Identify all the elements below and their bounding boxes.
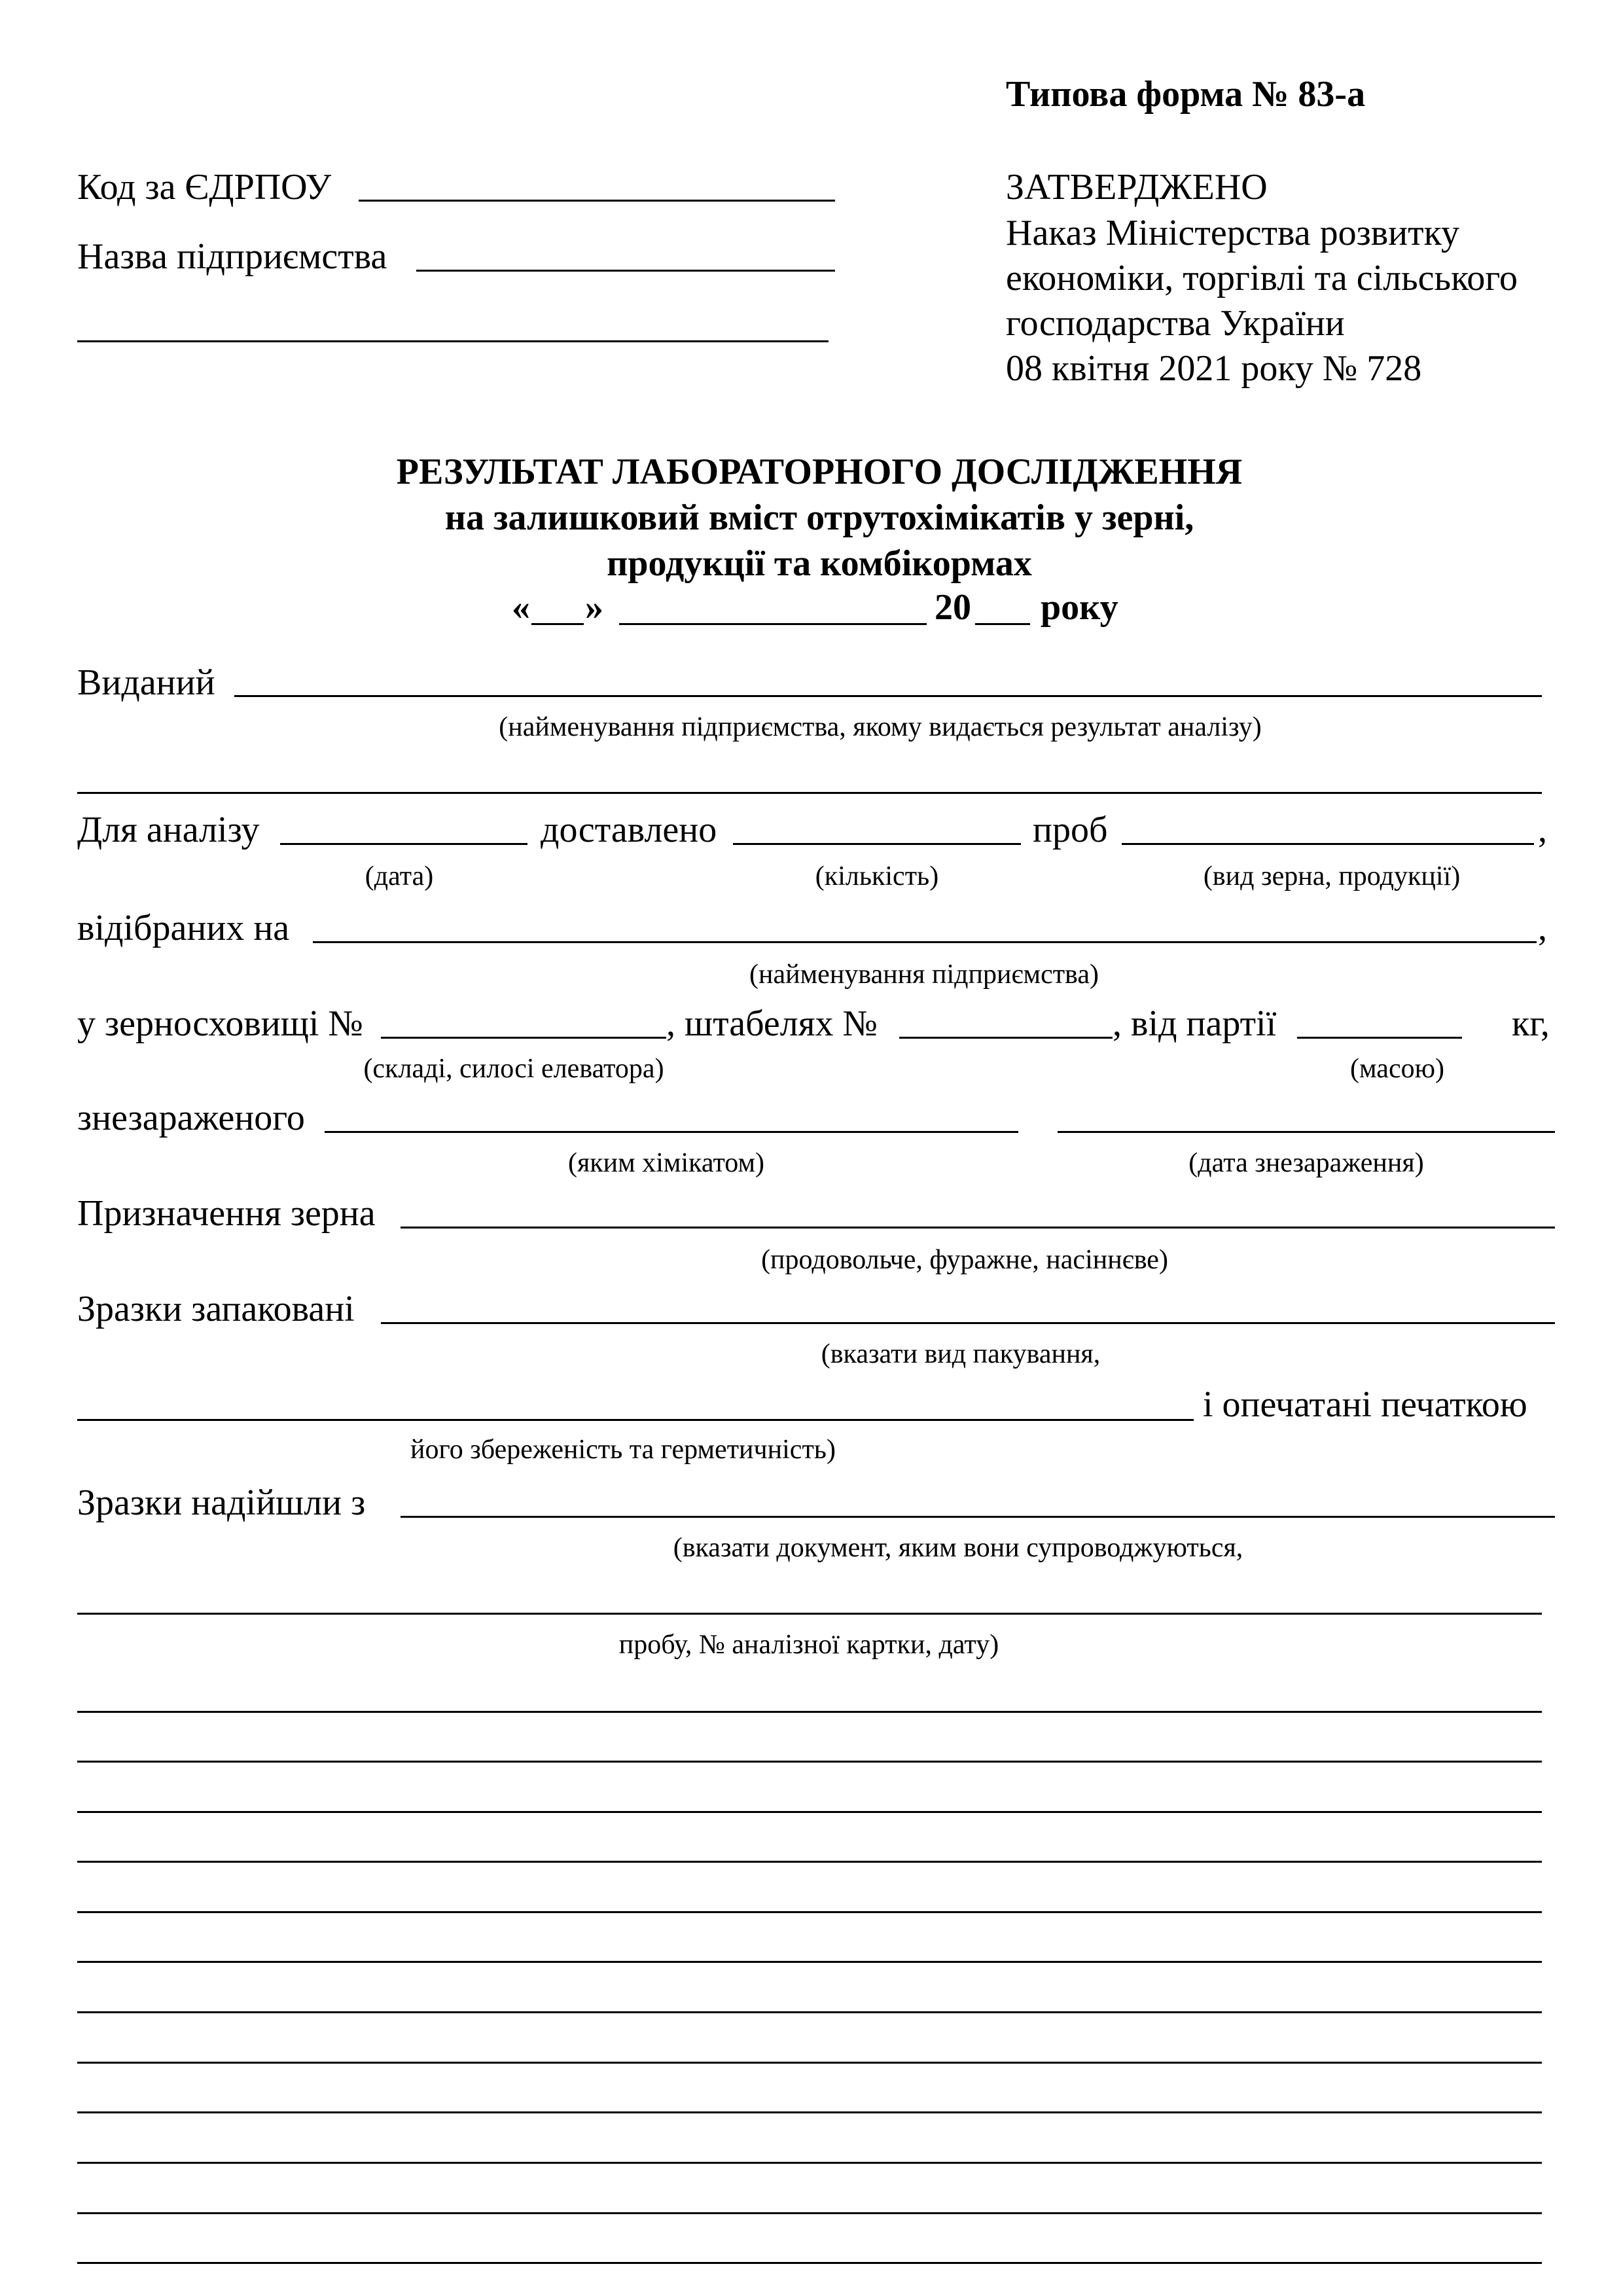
samples-label: проб xyxy=(1033,810,1108,850)
quantity-field[interactable] xyxy=(733,843,1021,845)
approved-title: ЗАТВЕРДЖЕНО xyxy=(1006,167,1268,207)
stack-number-field[interactable] xyxy=(899,1037,1113,1039)
packed-hint-1: (вказати вид пакування, xyxy=(821,1339,1101,1369)
result-line[interactable] xyxy=(77,1711,1542,1713)
issued-field-2[interactable] xyxy=(77,792,1542,794)
delivered-label: доставлено xyxy=(541,810,717,850)
form-number: Типова форма № 83-а xyxy=(1006,74,1366,115)
result-line[interactable] xyxy=(77,2212,1542,2214)
date-hint: (дата) xyxy=(365,861,434,891)
date-month-field[interactable] xyxy=(619,623,927,625)
purpose-label: Призначення зерна xyxy=(77,1193,376,1234)
date-open-quote: « xyxy=(512,587,530,628)
enterprise-name-field-2[interactable] xyxy=(77,340,829,342)
date-day-field[interactable] xyxy=(531,623,584,625)
enterprise-name-field[interactable] xyxy=(416,270,835,272)
result-line[interactable] xyxy=(77,2062,1542,2064)
sealed-label: і опечатані печаткою xyxy=(1203,1384,1527,1425)
kg-label: кг, xyxy=(1512,1003,1550,1044)
taken-hint: (найменування підприємства) xyxy=(749,960,1099,990)
purpose-hint: (продовольче, фуражне, насіннєве) xyxy=(761,1245,1168,1275)
disinfect-date-field[interactable] xyxy=(1058,1131,1555,1133)
chemical-hint: (яким хімікатом) xyxy=(567,1148,765,1178)
issued-hint: (найменування підприємства, якому видається результат аналізу) xyxy=(499,712,1262,742)
arrived-hint-2: пробу, № аналізної картки, дату) xyxy=(618,1630,999,1660)
result-line[interactable] xyxy=(77,2111,1542,2113)
taken-label: відібраних на xyxy=(77,908,290,948)
result-line[interactable] xyxy=(77,2162,1542,2164)
result-line[interactable] xyxy=(77,1761,1542,1763)
comma: , xyxy=(1538,908,1547,948)
document-subtitle: на залишковий вміст отрутохімікатів у зерні, xyxy=(444,497,1194,538)
disinfect-date-hint: (дата знезараження) xyxy=(1188,1148,1424,1178)
approved-line: господарства України xyxy=(1006,303,1345,344)
comma: , xyxy=(1538,810,1547,850)
analysis-label: Для аналізу xyxy=(77,810,260,850)
arrived-hint-1: (вказати документ, яким вони супроводжуються, xyxy=(673,1533,1243,1563)
packing-field-2[interactable] xyxy=(77,1419,1194,1421)
edrpou-label: Код за ЄДРПОУ xyxy=(77,167,332,207)
edrpou-field[interactable] xyxy=(359,200,835,202)
result-line[interactable] xyxy=(77,2011,1542,2013)
date-year-suffix: року xyxy=(1041,587,1118,628)
date-year-prefix: 20 xyxy=(935,587,971,628)
storage-hint: (складі, силосі елеватора) xyxy=(363,1054,664,1084)
quantity-hint: (кількість) xyxy=(815,861,939,891)
document-subtitle: продукції та комбікормах xyxy=(607,543,1032,584)
chemical-field[interactable] xyxy=(325,1131,1018,1133)
arrived-from-field-2[interactable] xyxy=(77,1613,1542,1615)
packing-field[interactable] xyxy=(381,1322,1555,1324)
result-line[interactable] xyxy=(77,1811,1542,1813)
document-title: РЕЗУЛЬТАТ ЛАБОРАТОРНОГО ДОСЛІДЖЕННЯ xyxy=(396,452,1243,492)
packed-label: Зразки запаковані xyxy=(77,1289,355,1329)
grain-type-hint: (вид зерна, продукції) xyxy=(1203,861,1461,891)
batch-label: , від партії xyxy=(1113,1003,1277,1044)
result-line[interactable] xyxy=(77,2262,1542,2264)
date-close-quote: » xyxy=(585,587,603,628)
arrived-label: Зразки надійшли з xyxy=(77,1482,366,1523)
result-line[interactable] xyxy=(77,1961,1542,1963)
approved-line: економіки, торгівлі та сільського xyxy=(1006,258,1518,298)
enterprise-label: Назва підприємства xyxy=(77,236,387,277)
result-line[interactable] xyxy=(77,1861,1542,1863)
arrived-from-field[interactable] xyxy=(401,1516,1555,1518)
packed-hint-2: його збереженість та герметичність) xyxy=(410,1435,836,1465)
approved-line: 08 квітня 2021 року № 728 xyxy=(1006,348,1422,389)
date-year-field[interactable] xyxy=(975,623,1030,625)
grain-type-field[interactable] xyxy=(1122,843,1534,845)
result-line[interactable] xyxy=(77,1911,1542,1913)
analysis-date-field[interactable] xyxy=(280,843,527,845)
approved-line: Наказ Міністерства розвитку xyxy=(1006,213,1459,253)
purpose-field[interactable] xyxy=(401,1227,1555,1229)
storage-number-field[interactable] xyxy=(381,1037,666,1039)
issued-field[interactable] xyxy=(234,695,1542,697)
issued-label: Виданий xyxy=(77,662,215,703)
stack-label: , штабелях № xyxy=(666,1003,878,1044)
disinfected-label: знезараженого xyxy=(77,1098,305,1138)
mass-hint: (масою) xyxy=(1350,1054,1444,1084)
batch-mass-field[interactable] xyxy=(1297,1037,1462,1039)
storage-label: у зерносховищі № xyxy=(77,1003,363,1044)
taken-at-field[interactable] xyxy=(313,941,1537,943)
